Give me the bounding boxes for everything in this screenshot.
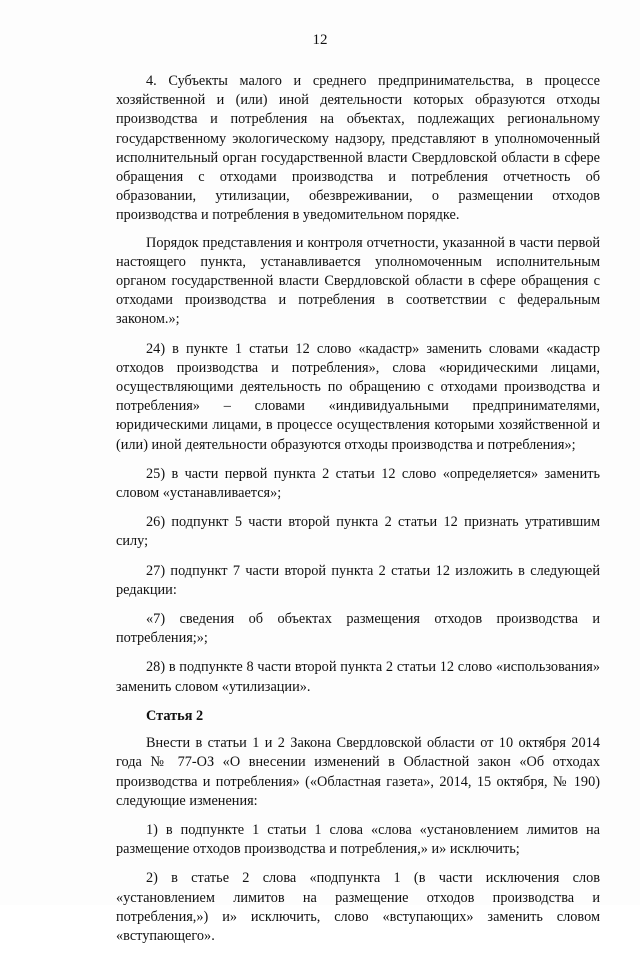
document-body [116, 72, 600, 956]
article-2-heading: Статья 2 [146, 707, 204, 724]
paragraph-item-24: 24) в пункте 1 статьи 12 слово «кадастр» заменить словами «кадастр отходов производства и потребления», слова «юридическими лицами, осуществляющими деятельность по обращению с отходами производства и потребления» – словами «индивидуальными предпринимателями, юридическими лицами, в процессе осуществления которыми хозяйственной и (или) иной деятельности образуются отходы производства и потребления»; [116, 340, 600, 453]
paragraph-article-2-intro: Внести в статьи 1 и 2 Закона Свердловской области от 10 октября 2014 года № 77-ОЗ «О внесении изменений в Областной закон «Об отходах производства и потребления» («Областная газета», 2014, 15 октября, № 190) следующие изменения: [116, 735, 600, 809]
paragraph-item-27-quote: «7) сведения об объектах размещения отходов производства и потребления;»; [116, 611, 600, 647]
paragraph-article-2-item-2: 2) в статье 2 слова «подпункта 1 (в части исключения слов «установлением лимитов на размещение отходов производства и потребления,») и» исключить, слово «вступающих» заменить словом «вступающего». [116, 870, 600, 944]
paragraph-reporting-order: Порядок представления и контроля отчетности, указанной в части первой настоящего пункта, устанавливается уполномоченным исполнительным органом государственной власти Свердловской области в сфере обращения с отходами производства и потребления в соответствии с федеральным законом.»; [116, 234, 600, 328]
paragraph-article-2-item-1: 1) в подпункте 1 статьи 1 слова «слова «установлением лимитов на размещение отходов производства и потребления,» и» исключить; [116, 821, 600, 858]
paragraph-item-28: 28) в подпункте 8 части второй пункта 2 статьи 12 слово «использования» заменить словом «утилизации». [116, 659, 600, 695]
page-number: 12 [312, 32, 328, 48]
paragraph-item-4: 4. Субъекты малого и среднего предпринимательства, в процессе хозяйственной и (или) иной деятельности которых образуются отходы производства и потребления на объектах, подлежащих региональному государственному экологическому надзору, представляют в уполномоченный исполнительный орган государственной власти Свердловской области в сфере обращения с отходами производства и потребления отчетность об образовании, утилизации, обезвреживании, о размещении отходов производства и потребления в уведомительном порядке. [116, 73, 600, 224]
paragraph-item-25: 25) в части первой пункта 2 статьи 12 слово «определяется» заменить словом «устанавливается»; [116, 465, 600, 502]
paragraph-item-26: 26) подпункт 5 части второй пункта 2 статьи 12 признать утратившим силу; [116, 514, 600, 550]
paragraph-item-27: 27) подпункт 7 части второй пункта 2 статьи 12 изложить в следующей редакции: [116, 562, 600, 598]
